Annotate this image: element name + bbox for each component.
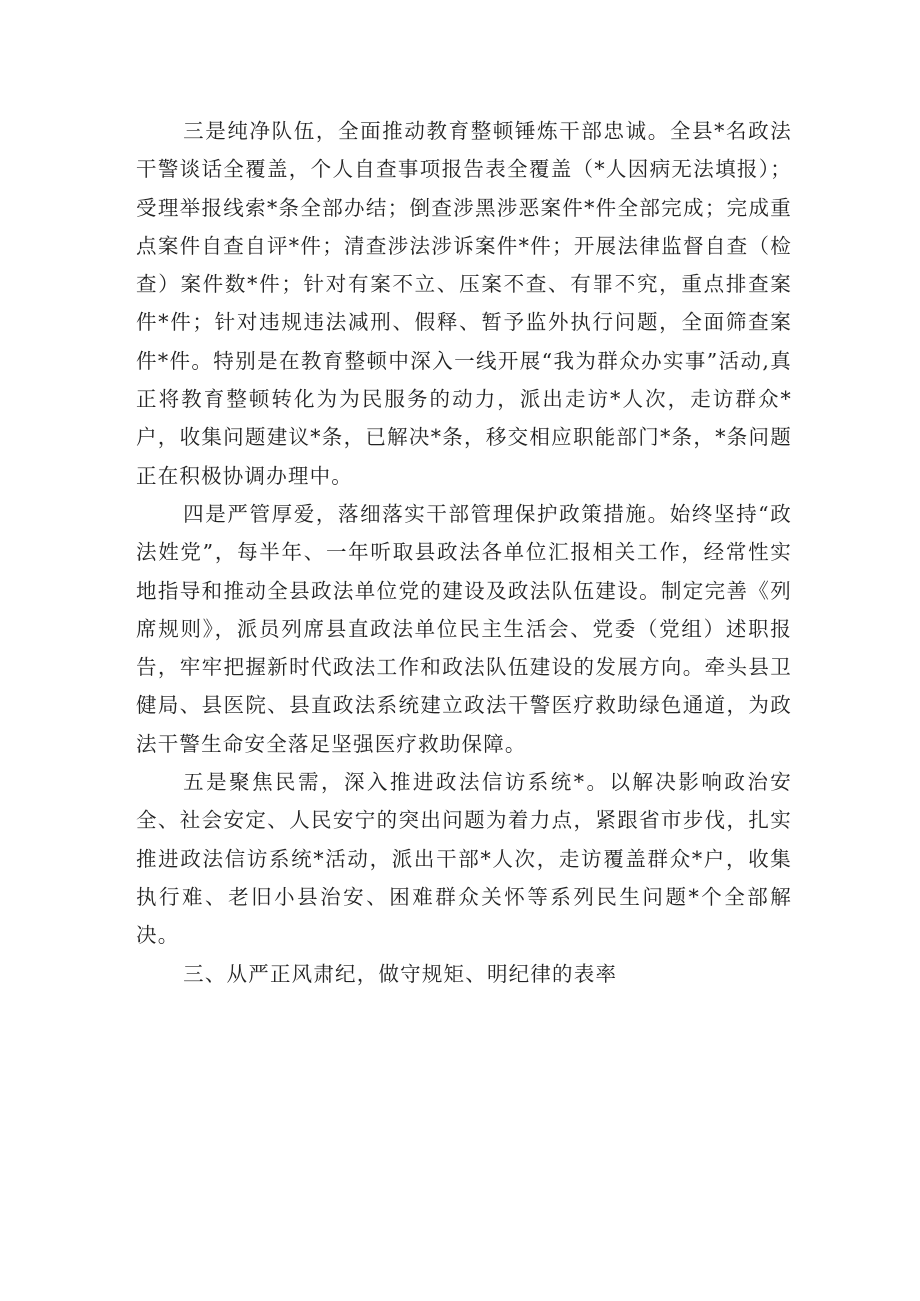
paragraph-strict-management: 四是严管厚爱，落细落实干部管理保护政策措施。始终坚持“政法姓党”，每半年、一年听取县政法各单位汇报相关工作，经常性实地指导和推动全县政法单位党的建设及政法队伍建设。制定完善《列席规则》，派员列席县直政法单位民主生活会、党委（党组）述职报告，牢牢把握新时代政法工作和政法队伍建设的发展方向。牵头县卫健局、县医院、县直政法系统建立政法干警医疗救助绿色通道，为政法干警生命安全落足坚强医疗救助保障。 [136, 501, 792, 756]
paragraph-purify-team: 三是纯净队伍，全面推动教育整顿锤炼干部忠诚。全县*名政法干警谈话全覆盖，个人自查事项报告表全覆盖（*人因病无法填报）；受理举报线索*条全部办结；倒查涉黑涉恶案件*件全部完成；完成重点案件自查自评*件；清查涉法涉诉案件*件；开展法律监督自查（检查）案件数*件；针对有案不立、压案不查、有罪不究，重点排查案件*件；针对违规违法减刑、假释、暂予监外执行问题，全面筛查案件*件。特别是在教育整顿中深入一线开展“我为群众办实事”活动,真正将教育整顿转化为为民服务的动力，派出走访*人次，走访群众*户，收集问题建议*条，已解决*条，移交相应职能部门*条，*条问题正在积极协调办理中。 [136, 119, 792, 488]
paragraph-public-needs: 五是聚焦民需，深入推进政法信访系统*。以解决影响政治安全、社会安定、人民安宁的突出问题为着力点，紧跟省市步伐，扎实推进政法信访系统*活动，派出干部*人次，走访覆盖群众*户，收集执行难、老旧小县治安、困难群众关怀等系列民生问题*个全部解决。 [136, 770, 792, 948]
section-heading: 三、从严正风肃纪，做守规矩、明纪律的表率 [183, 961, 618, 986]
document-body [136, 112, 792, 993]
